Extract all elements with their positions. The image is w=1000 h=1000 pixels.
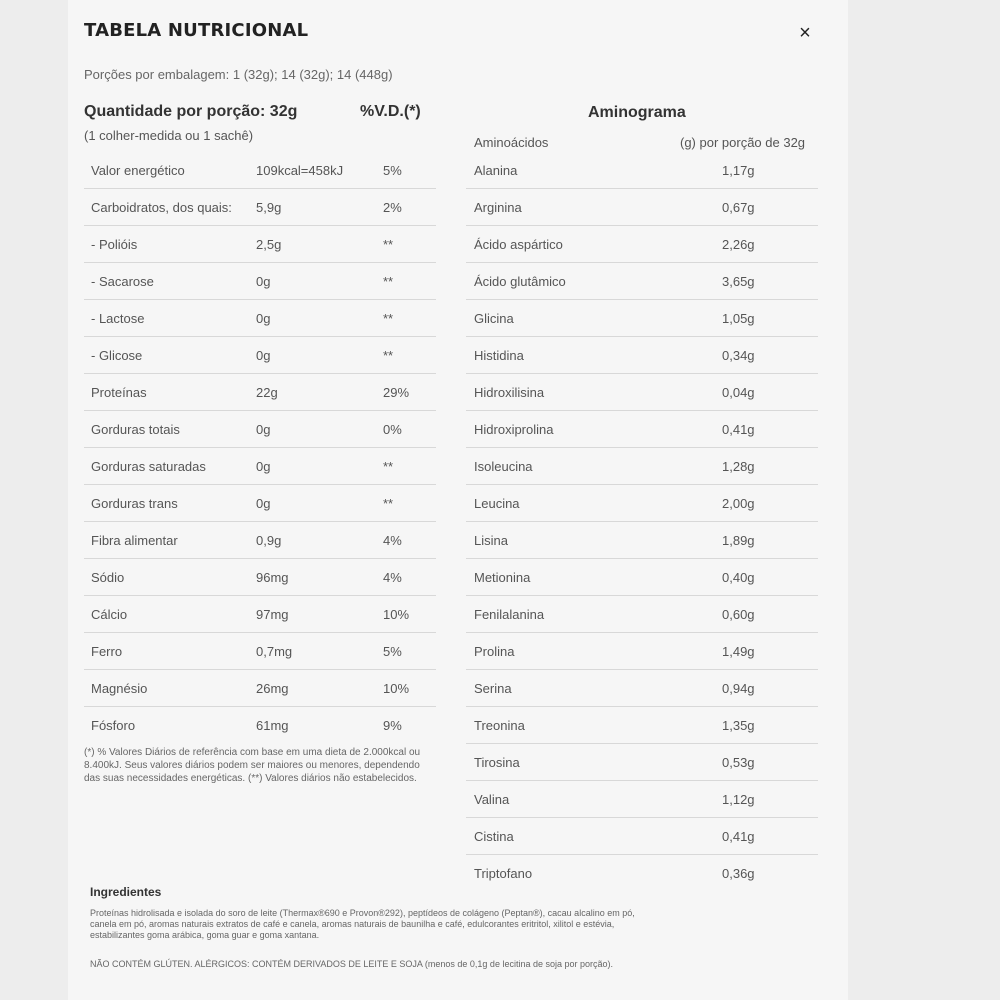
amino-value: 1,49g — [722, 644, 755, 659]
nutrient-amount: 0g — [256, 422, 271, 437]
aminogram-row — [466, 485, 818, 522]
nutrition-row — [84, 226, 436, 263]
amino-value: 0,36g — [722, 866, 755, 881]
amino-name: Treonina — [474, 718, 525, 733]
amino-value: 0,40g — [722, 570, 755, 585]
amino-value: 1,05g — [722, 311, 755, 326]
aminogram-row — [466, 855, 818, 891]
amino-value: 3,65g — [722, 274, 755, 289]
quantity-heading: Quantidade por porção: 32g — [84, 103, 298, 120]
nutrient-amount: 0g — [256, 348, 271, 363]
nutrient-name: Magnésio — [91, 681, 148, 696]
nutrition-row — [84, 300, 436, 337]
amino-name: Isoleucina — [474, 459, 533, 474]
amino-name: Hidroxiprolina — [474, 422, 554, 437]
ingredients-text: Proteínas hidrolisada e isolada do soro de leite (Thermax®690 e Provon®292), peptídeos de colágeno (Peptan®), cacau alcalino em pó, canela em pó, aromas naturais extratos de café e canela, aromas naturais de baunilha e café, edulcorantes eritritol, xilitol e estévia, estabilizantes goma arábica, goma guar e goma xantana. — [90, 908, 635, 940]
nutrient-name: - Glicose — [91, 348, 143, 363]
aminogram-title: Aminograma — [588, 104, 686, 121]
nutrient-vd: 9% — [383, 718, 402, 733]
nutrient-amount: 0g — [256, 274, 271, 289]
amino-value: 0,94g — [722, 681, 755, 696]
nutrient-vd: ** — [383, 274, 394, 289]
amino-value: 1,17g — [722, 163, 755, 178]
amino-name: Histidina — [474, 348, 524, 363]
nutrient-amount: 97mg — [256, 607, 289, 622]
amino-value: 0,53g — [722, 755, 755, 770]
aminogram-row — [466, 226, 818, 263]
aminogram-row — [466, 263, 818, 300]
amino-name: Metionina — [474, 570, 531, 585]
serving-note: (1 colher-medida ou 1 sachê) — [84, 128, 254, 143]
close-icon[interactable]: × — [799, 22, 811, 44]
amino-value: 0,60g — [722, 607, 755, 622]
nutrition-table — [84, 152, 436, 743]
nutrient-amount: 61mg — [256, 718, 289, 733]
amino-value: 0,34g — [722, 348, 755, 363]
nutrient-vd: 0% — [383, 422, 402, 437]
aminogram-row — [466, 337, 818, 374]
aminogram-row — [466, 374, 818, 411]
nutrition-row — [84, 411, 436, 448]
nutrition-row — [84, 633, 436, 670]
amino-value: 2,26g — [722, 237, 755, 252]
nutrient-name: Proteínas — [91, 385, 147, 400]
nutrient-name: Fibra alimentar — [91, 533, 178, 548]
nutrition-row — [84, 559, 436, 596]
nutrient-name: Ferro — [91, 644, 123, 659]
nutrition-row — [84, 337, 436, 374]
amino-name: Triptofano — [474, 866, 533, 881]
nutrient-vd: 29% — [383, 385, 410, 400]
nutrient-amount: 96mg — [256, 570, 289, 585]
amino-name: Serina — [474, 681, 512, 696]
nutrient-name: Gorduras saturadas — [91, 459, 206, 474]
nutrient-vd: 10% — [383, 681, 410, 696]
nutrition-row — [84, 522, 436, 559]
amino-name: Lisina — [474, 533, 508, 548]
nutrient-vd: 4% — [383, 570, 402, 585]
nutrition-row — [84, 485, 436, 522]
nutrient-amount: 0g — [256, 311, 271, 326]
amino-value: 1,89g — [722, 533, 755, 548]
nutrient-amount: 22g — [256, 385, 278, 400]
nutrient-vd: ** — [383, 311, 394, 326]
amino-value: 1,12g — [722, 792, 755, 807]
amino-name: Glicina — [474, 311, 514, 326]
nutrition-row — [84, 448, 436, 485]
amino-value: 0,67g — [722, 200, 755, 215]
nutrient-name: Fósforo — [91, 718, 136, 733]
nutrient-name: Sódio — [91, 570, 125, 585]
aminogram-col-value: (g) por porção de 32g — [680, 135, 806, 150]
nutrition-row — [84, 189, 436, 226]
aminogram-row — [466, 781, 818, 818]
aminogram-table — [466, 152, 818, 891]
aminogram-row — [466, 189, 818, 226]
aminogram-row — [466, 744, 818, 781]
nutrient-vd: ** — [383, 459, 394, 474]
nutrient-amount: 5,9g — [256, 200, 282, 215]
nutrient-vd: 4% — [383, 533, 402, 548]
nutrient-amount: 0,9g — [256, 533, 282, 548]
aminogram-col-name: Aminoácidos — [474, 135, 549, 150]
page-title: TABELA NUTRICIONAL — [84, 20, 309, 41]
aminogram-row — [466, 818, 818, 855]
nutrition-row — [84, 374, 436, 411]
nutrient-vd: 2% — [383, 200, 402, 215]
aminogram-row — [466, 707, 818, 744]
amino-name: Ácido aspártico — [474, 237, 563, 252]
aminogram-row — [466, 448, 818, 485]
amino-name: Hidroxilisina — [474, 385, 545, 400]
nutrient-name: Carboidratos, dos quais: — [91, 200, 232, 215]
nutrient-vd: ** — [383, 348, 394, 363]
aminogram-row — [466, 152, 818, 189]
amino-value: 1,28g — [722, 459, 755, 474]
nutrient-vd: 5% — [383, 163, 402, 178]
nutrient-amount: 0g — [256, 496, 271, 511]
aminogram-row — [466, 411, 818, 448]
amino-name: Valina — [474, 792, 510, 807]
aminogram-row — [466, 596, 818, 633]
vd-heading: %V.D.(*) — [360, 103, 421, 120]
amino-value: 0,41g — [722, 422, 755, 437]
nutrient-vd: 10% — [383, 607, 410, 622]
nutrient-name: Valor energético — [91, 163, 185, 178]
aminogram-row — [466, 522, 818, 559]
aminogram-row — [466, 633, 818, 670]
nutrient-name: - Lactose — [91, 311, 145, 326]
nutrient-vd: ** — [383, 237, 394, 252]
aminogram-row — [466, 559, 818, 596]
nutrient-vd: 5% — [383, 644, 402, 659]
nutrient-amount: 26mg — [256, 681, 289, 696]
nutrient-vd: ** — [383, 496, 394, 511]
amino-name: Leucina — [474, 496, 520, 511]
nutrient-amount: 0,7mg — [256, 644, 293, 659]
aminogram-row — [466, 300, 818, 337]
amino-name: Ácido glutâmico — [474, 274, 566, 289]
amino-value: 0,04g — [722, 385, 755, 400]
nutrition-row — [84, 670, 436, 707]
ingredients-title: Ingredientes — [90, 885, 162, 899]
nutrient-amount: 0g — [256, 459, 271, 474]
nutrient-name: - Polióis — [91, 237, 138, 252]
amino-name: Prolina — [474, 644, 515, 659]
nutrient-name: - Sacarose — [91, 274, 154, 289]
aminogram-row — [466, 670, 818, 707]
nutrition-row — [84, 707, 436, 743]
amino-name: Alanina — [474, 163, 518, 178]
nutrient-amount: 2,5g — [256, 237, 282, 252]
nutrition-row — [84, 152, 436, 189]
amino-name: Cistina — [474, 829, 514, 844]
amino-name: Arginina — [474, 200, 522, 215]
nutrition-row — [84, 596, 436, 633]
nutrient-amount: 109kcal=458kJ — [256, 163, 344, 178]
amino-value: 1,35g — [722, 718, 755, 733]
nutrient-name: Gorduras totais — [91, 422, 180, 437]
vd-footnote: (*) % Valores Diários de referência com base em uma dieta de 2.000kcal ou 8.400kJ. Seus valores diários podem ser maiores ou menores, dependendo das suas necessidades energéticas. (**) Valores diários não estabelecidos. — [84, 747, 421, 784]
amino-name: Tirosina — [474, 755, 520, 770]
amino-name: Fenilalanina — [474, 607, 545, 622]
amino-value: 2,00g — [722, 496, 755, 511]
nutrient-name: Gorduras trans — [91, 496, 178, 511]
amino-value: 0,41g — [722, 829, 755, 844]
servings-info: Porções por embalagem: 1 (32g); 14 (32g); 14 (448g) — [84, 67, 393, 82]
allergens-text: NÃO CONTÉM GLÚTEN. ALÉRGICOS: CONTÉM DERIVADOS DE LEITE E SOJA (menos de 0,1g de lecitina de soja por porção). — [90, 959, 614, 969]
nutrient-name: Cálcio — [91, 607, 128, 622]
nutrition-row — [84, 263, 436, 300]
